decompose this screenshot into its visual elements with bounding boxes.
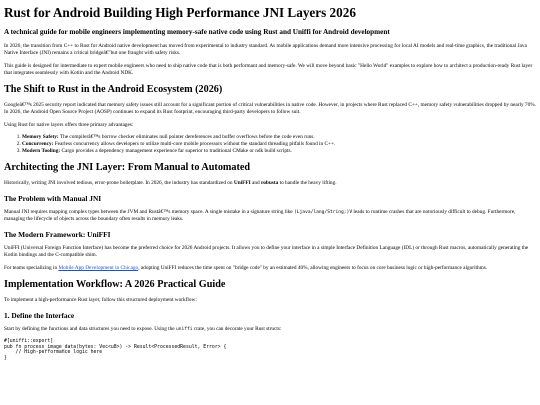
inline-code-uniffi: uniffi [175, 327, 193, 332]
advantages-list [4, 134, 536, 155]
subheading-manual-jni: The Problem with Manual JNI [4, 194, 102, 203]
bold-term-uniffi: UniFFI [233, 180, 251, 186]
chicago-dev-link[interactable]: Mobile App Development in Chicago [58, 265, 139, 271]
bold-term-robusta: robusta [261, 180, 279, 186]
section-heading-workflow: Implementation Workflow: A 2026 Practical Guide [4, 279, 226, 290]
shift-paragraph-2: Using Rust for native layers offers three primary advantages: [4, 122, 134, 128]
code-block: #[uniffi::export] pub fn process_image_data(bytes: Vec<u8>) -> Result<ProcessedResult, Error> { // High-performance logic here } [4, 339, 227, 361]
uniffi-paragraph-1: UniFFI (Universal Foreign Function Interface) has become the preferred choice for 2026 Android projects. It allows you to define your interface in a simple Interface Definition Language (IDL) or through Rust macros, automatically generating the Kotlin bindings and the C-compatible shim. [4, 245, 529, 258]
text-run: leads to runtime crashes that are notoriously difficult to debug. Furthermore, managing the lifecycle of objects across the boundary often results in memory leaks. [4, 209, 516, 222]
advantage-term: Modern Tooling: [22, 148, 61, 154]
text-run: to handle the heavy lifting. [278, 180, 337, 186]
inline-code-signature: (Ljava/lang/String;)V [294, 210, 353, 215]
advantage-desc: The compilerâ€™s borrow checker eliminates null pointer dereferences and buffer overflows before the code even runs. [58, 134, 315, 140]
list-item [22, 141, 536, 148]
intro-paragraph-2: This guide is designed for intermediate to expert mobile engineers who need to ship native code that is both performant and memory-safe. We will move beyond basic "Hello World" examples to explore how to architect a production-ready Rust layer that integrates seamlessly with Kotlin and the Android NDK. [4, 63, 533, 76]
page-title: Rust for Android Building High Performance JNI Layers 2026 [4, 5, 356, 20]
subheading-uniffi: The Modern Framework: UniFFI [4, 230, 111, 239]
text-run: and [250, 180, 261, 186]
text-run: Manual JNI requires mapping complex types between the JVM and Rustâ€™s memory space. A single mistake in a signature string like [4, 209, 294, 215]
uniffi-paragraph-2 [4, 265, 536, 272]
advantage-term: Concurrency: [22, 141, 54, 147]
advantage-term: Memory Safety: [22, 134, 59, 140]
section-heading-shift: The Shift to Rust in the Android Ecosystem (2026) [4, 84, 223, 95]
architecting-paragraph [4, 180, 536, 187]
page-subtitle: A technical guide for mobile engineers implementing memory-safe native code using Rust and Uniffi for Android development [4, 28, 390, 36]
section-heading-architecting: Architecting the JNI Layer: From Manual to Automated [4, 162, 251, 173]
manual-jni-paragraph [4, 209, 536, 223]
subheading-define-interface: 1. Define the Interface [4, 311, 75, 320]
text-run: crate, you can decorate your Rust structs: [192, 326, 282, 332]
list-item [22, 134, 536, 141]
advantage-desc: Cargo provides a dependency management experience far superior to traditional CMake or ndk build scripts. [60, 148, 292, 154]
text-run: For teams specializing in [4, 265, 59, 271]
shift-paragraph-1: Googleâ€™s 2025 security report indicated that memory safety issues still account for a significant portion of critical vulnerabilities in native code. However, in projects where Rust replaced C++, memory safety vulnerabilities dropped by nearly 70%. In 2026, the Android Open Source Project (AOSP) continues to expand its Rust footprint, encouraging third-party developers to follow suit. [4, 102, 536, 115]
text-run: , adopting UniFFI reduces the time spent on "bridge code" by an estimated 40%, allowing engineers to focus on core business logic or high-performance algorithms. [138, 265, 488, 271]
advantage-desc: Fearless concurrency allows developers to utilize multi-core mobile processors without the standard threading pitfalls found in C++. [53, 141, 336, 147]
list-item [22, 148, 536, 155]
text-run: Historically, writing JNI involved tedious, error-prone boilerplate. In 2026, the industry has standardized on [4, 180, 234, 186]
intro-paragraph-1: In 2026, the transition from C++ to Rust for Android native development has moved from experimental to industry standard. As mobile applications demand more intensive processing for local AI models and real-time graphics, the traditional Java Native Interface (JNI) remains a critical bridgeâ€"but one fraught with safety risks. [4, 43, 527, 56]
workflow-paragraph: To implement a high-performance Rust layer, follow this structured deployment workflow: [4, 297, 197, 303]
text-run: Start by defining the functions and data structures you need to expose. Using the [4, 326, 176, 332]
define-interface-paragraph [4, 326, 536, 333]
